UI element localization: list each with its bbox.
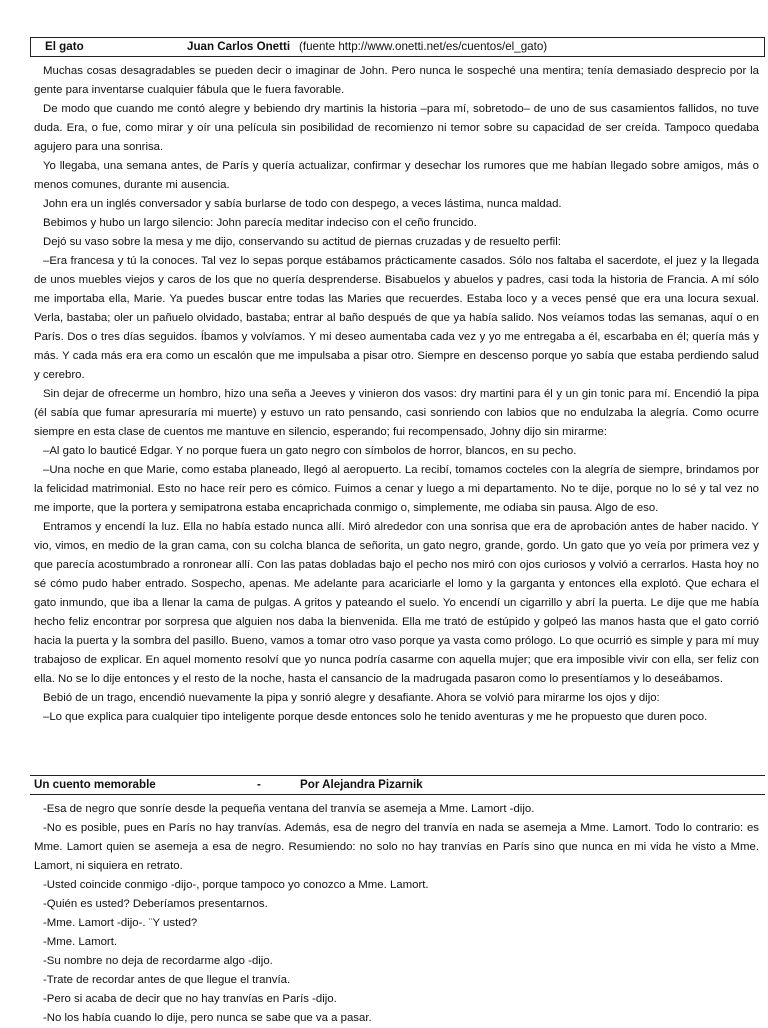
paragraph: –Lo que explica para cualquier tipo inteligente porque desde entonces solo he tenido aventuras y me he propuesto que duren poco. (43, 711, 708, 723)
paragraph: De modo que cuando me contó alegre y bebiendo dry martinis la historia –para mí, sobretodo– de uno de sus casamientos fallidos, no tuve duda. Era, o fue, como mirar y oír una película sin posibilidad de recomienzo ni temor sobre su capacidad de ser creída. Tampoco quedaba agujero para una sonrisa. (34, 103, 759, 153)
paragraph: Bebimos y hubo un largo silencio: John parecía meditar indeciso con el ceño fruncido. (43, 217, 477, 229)
paragraph: -Usted coincide conmigo -dijo-, porque tampoco yo conozco a Mme. Lamort. (43, 879, 429, 891)
story1-title: El gato (45, 40, 84, 53)
paragraph: -Mme. Lamort. (43, 936, 118, 948)
paragraph: -Quién es usted? Deberíamos presentarnos. (43, 898, 268, 910)
story2-title: Un cuento memorable (34, 778, 156, 791)
paragraph: -Su nombre no deja de recordarme algo -dijo. (43, 955, 273, 967)
paragraph: –Era francesa y tú la conoces. Tal vez lo sepas porque estábamos prácticamente casados. Sólo nos faltaba el sacerdote, el juez y la llegada de unos muebles viejos y caros de los que no quería desprenderse. Bisabuelos y abuelos y padres, casi toda la historia de Francia. A mí sólo me importaba ella, Marie. Ya puedes buscar entre todas las Maries que recuerdes. Estaba loco y a veces pensé que era una locura sexual. Verla, bastaba; oler un pañuelo olvidado, bastaba; entrar al baño después de que ya había salido. Nos veíamos todas las semanas, aquí o en París. Dos o tres días seguidos. Íbamos y volvíamos. Y mi deseo aumentaba cada vez y yo me entregaba a él, escarbaba en él; quería más y más. Y cada más era era como un escalón que me impulsaba a pisar otro. Siempre en descenso porque yo sabía que estaba perdiendo salud y cerebro. (34, 255, 759, 381)
paragraph: Bebió de un trago, encendió nuevamente la pipa y sonrió alegre y desafiante. Ahora se volvió para mirarme los ojos y dijo: (43, 692, 660, 704)
story1-header (30, 37, 765, 57)
paragraph: -Esa de negro que sonríe desde la pequeña ventana del tranvía se asemeja a Mme. Lamort -dijo. (43, 803, 535, 815)
paragraph: Entramos y encendí la luz. Ella no había estado nunca allí. Miró alrededor con una sonrisa que era de aprobación antes de haber nacido. Y vio, vimos, en medio de la gran cama, con su colcha blanca de señorita, un gato negro, grande, gordo. Un gato que yo veía por primera vez y que parecía acostumbrado a ronronear allí. Con las patas dobladas bajo el pecho nos miró con ojos curiosos y volvió a cerrarlos. Hasta hoy no sé cómo pudo haber entrado. Sospecho, apenas. Me adelante para acariciarle el lomo y la garganta y entonces ella explotó. Que echara el gato inmundo, que iba a llenar la cama de pulgas. A gritos y pateando el suelo. Yo encendí un cigarrillo y abrí la puerta. Le dije que me había hecho feliz encontrar por sorpresa que alguien nos daba la bienvenida. Ella me trató de estúpido y golpeó las manos hasta que el gato corrió hacia la puerta y la sombra del pasillo. Bueno, vamos a tomar otro vaso porque ya vasta como prólogo. Lo que ocurrió es simple y para mí muy trabajoso de explicar. En aquel momento resolví que yo nunca podría casarme con aquella mujer; que era imposible vivir con ella, ser feliz con ella. No se lo dije entonces y el resto de la noche, hasta el cansancio de la madrugada pasaron como lo presentíamos y lo deseábamos. (34, 521, 759, 685)
paragraph: -No los había cuando lo dije, pero nunca se sabe que va a pasar. (43, 1012, 372, 1024)
paragraph: Muchas cosas desagradables se pueden decir o imaginar de John. Pero nunca le sospeché una mentira; tenía demasiado desprecio por la gente para inventarse cualquier fábula que le fuera favorable. (34, 65, 759, 96)
paragraph: -Pero si acaba de decir que no hay tranvías en París -dijo. (43, 993, 337, 1005)
paragraph: -No es posible, pues en París no hay tranvías. Además, esa de negro del tranvía en nada se asemeja a Mme. Lamort. Todo lo contrario: es Mme. Lamort quien se asemeja a esa de negro. Resumiendo: no solo no hay tranvías en París sino que nunca en mi vida he visto a Mme. Lamort, ni siquiera en retrato. (34, 822, 759, 872)
paragraph: Sin dejar de ofrecerme un hombro, hizo una seña a Jeeves y vinieron dos vasos: dry martini para él y un gin tonic para mí. Encendió la pipa (él sabía que fumar apresuraría mi muerte) y estuvo un rato pensando, casi sonriendo con labios que no endulzaba la alegría. Como ocurre siempre en esta clase de cuentos me mantuve en silencio, esperando; fui recompensado, Johny dijo sin mirarme: (34, 388, 759, 438)
story1-author: Juan Carlos Onetti (187, 40, 291, 53)
story2-dash: - (257, 778, 261, 791)
paragraph: -Mme. Lamort -dijo-. ¨Y usted? (43, 917, 198, 929)
paragraph: –Al gato lo bauticé Edgar. Y no porque fuera un gato negro con símbolos de horror, blancos, en su pecho. (43, 445, 577, 457)
paragraph: -Trate de recordar antes de que llegue el tranvía. (43, 974, 291, 986)
story1-body (34, 62, 759, 727)
story1-source: (fuente http://www.onetti.net/es/cuentos/el_gato) (299, 40, 548, 53)
story2-body (34, 800, 759, 1028)
paragraph: John era un inglés conversador y sabía burlarse de todo con despego, a veces lástima, nunca maldad. (43, 198, 562, 210)
paragraph: Dejó su vaso sobre la mesa y me dijo, conservando su actitud de piernas cruzadas y de resuelto perfil: (43, 236, 561, 248)
paragraph: –Una noche en que Marie, como estaba planeado, llegó al aeropuerto. La recibí, tomamos cocteles con la alegría de siempre, brindamos por la felicidad matrimonial. Esto no hace reír pero es cómico. Fuimos a cenar y luego a mi departamento. No te dije, porque no lo sé y tal vez no me importe, que la portera y semipatrona estaba encaprichada conmigo o, simplemente, me odiaba sin pausa. Algo de eso. (34, 464, 759, 514)
paragraph: Yo llegaba, una semana antes, de París y quería actualizar, confirmar y desechar los rumores que me habían llegado sobre amigos, más o menos comunes, durante mi ausencia. (34, 160, 759, 191)
story2-author: Por Alejandra Pizarnik (300, 778, 423, 791)
story2-header (30, 775, 765, 795)
